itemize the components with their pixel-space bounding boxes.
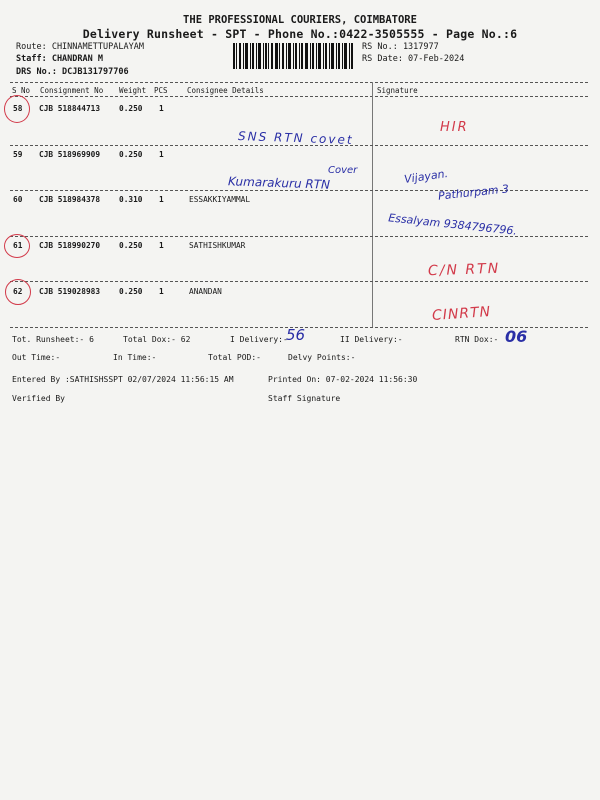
i-delivery-label: I Delivery:- <box>230 335 288 344</box>
row-consignee: SATHISHKUMAR <box>189 241 246 250</box>
total-pod-label: Total POD:- <box>208 353 261 362</box>
in-time-label: In Time:- <box>113 353 157 362</box>
handwritten-note: Cover <box>328 165 358 176</box>
row-consignment: CJB 518844713 <box>39 104 101 113</box>
handwritten-signature: HIR <box>440 120 469 135</box>
total-runsheet: Tot. Runsheet:- 6 <box>12 335 94 344</box>
handwritten-note: SNS RTN covet <box>237 128 354 148</box>
signature-column-divider <box>372 82 373 328</box>
red-ink-circle-62 <box>5 279 31 305</box>
delvy-points-label: Delvy Points:- <box>288 353 356 362</box>
handwritten-signature: Vijayan. <box>403 166 449 187</box>
i-delivery-value: 56 <box>286 326 306 344</box>
col-sno: S No <box>12 86 31 95</box>
staff-signature-label: Staff Signature <box>268 394 341 403</box>
row-consignee: ESSAKKIYAMMAL <box>189 195 251 204</box>
staff-label: Staff: CHANDRAN M <box>16 54 103 64</box>
rs-date: RS Date: 07-Feb-2024 <box>362 54 465 64</box>
total-dox: Total Dox:- 62 <box>123 335 191 344</box>
row-consignment: CJB 519028983 <box>39 287 101 296</box>
row-weight: 0.310 <box>119 195 143 204</box>
handwritten-signature: Essalyam 9384796796. <box>387 211 518 238</box>
row-sno: 58 <box>13 104 23 113</box>
red-ink-circle-58 <box>4 95 30 123</box>
red-ink-circle-61 <box>4 234 30 258</box>
row-pcs: 1 <box>159 150 164 159</box>
ii-delivery-label: II Delivery:- <box>340 335 403 344</box>
col-consignment: Consignment No <box>40 86 104 95</box>
out-time-label: Out Time:- <box>12 353 61 362</box>
row-sno: 59 <box>13 150 23 159</box>
row-pcs: 1 <box>159 104 164 113</box>
row-consignee: ANANDAN <box>189 287 222 296</box>
rtn-dox-value: 06 <box>505 327 528 346</box>
rtn-dox-label: RTN Dox:- <box>455 335 499 344</box>
row-pcs: 1 <box>159 287 164 296</box>
row-sno: 60 <box>13 195 23 204</box>
row-consignment: CJB 518990270 <box>39 241 101 250</box>
handwritten-signature: Pathurpam 3 <box>437 182 510 203</box>
drs-number: DRS No.: DCJB131797706 <box>16 67 129 77</box>
row-consignment: CJB 518969909 <box>39 150 101 159</box>
col-consignee: Consignee Details <box>187 86 264 95</box>
table-header-rule <box>10 96 588 97</box>
rs-number: RS No.: 1317977 <box>362 42 439 52</box>
printed-on: Printed On: 07-02-2024 11:56:30 <box>268 375 418 384</box>
row-weight: 0.250 <box>119 241 143 250</box>
row-sno: 62 <box>13 287 23 296</box>
row-sno: 61 <box>13 241 23 250</box>
row-pcs: 1 <box>159 241 164 250</box>
row-consignment: CJB 518984378 <box>39 195 101 204</box>
col-signature: Signature <box>377 86 418 95</box>
handwritten-note: Kumarakuru RTN <box>227 174 331 192</box>
verified-by: Verified By <box>12 394 65 403</box>
handwritten-signature: C/N RTN <box>427 260 501 280</box>
row-weight: 0.250 <box>119 104 143 113</box>
barcode-image <box>233 43 353 69</box>
row-weight: 0.250 <box>119 150 143 159</box>
company-title: THE PROFESSIONAL COURIERS, COIMBATORE <box>183 14 417 26</box>
table-top-rule <box>10 82 588 83</box>
entered-by: Entered By :SATHISHSSPT 02/07/2024 11:56:15 AM <box>12 375 234 384</box>
row-pcs: 1 <box>159 195 164 204</box>
col-weight: Weight <box>119 86 147 95</box>
handwritten-signature: CINRTN <box>431 303 492 325</box>
route-label: Route: CHINNAMETTUPALAYAM <box>16 42 144 52</box>
runsheet-subtitle: Delivery Runsheet - SPT - Phone No.:0422-3505555 - Page No.:6 <box>82 27 518 41</box>
row-weight: 0.250 <box>119 287 143 296</box>
row-rule <box>10 281 588 282</box>
col-pcs: PCS <box>154 86 168 95</box>
